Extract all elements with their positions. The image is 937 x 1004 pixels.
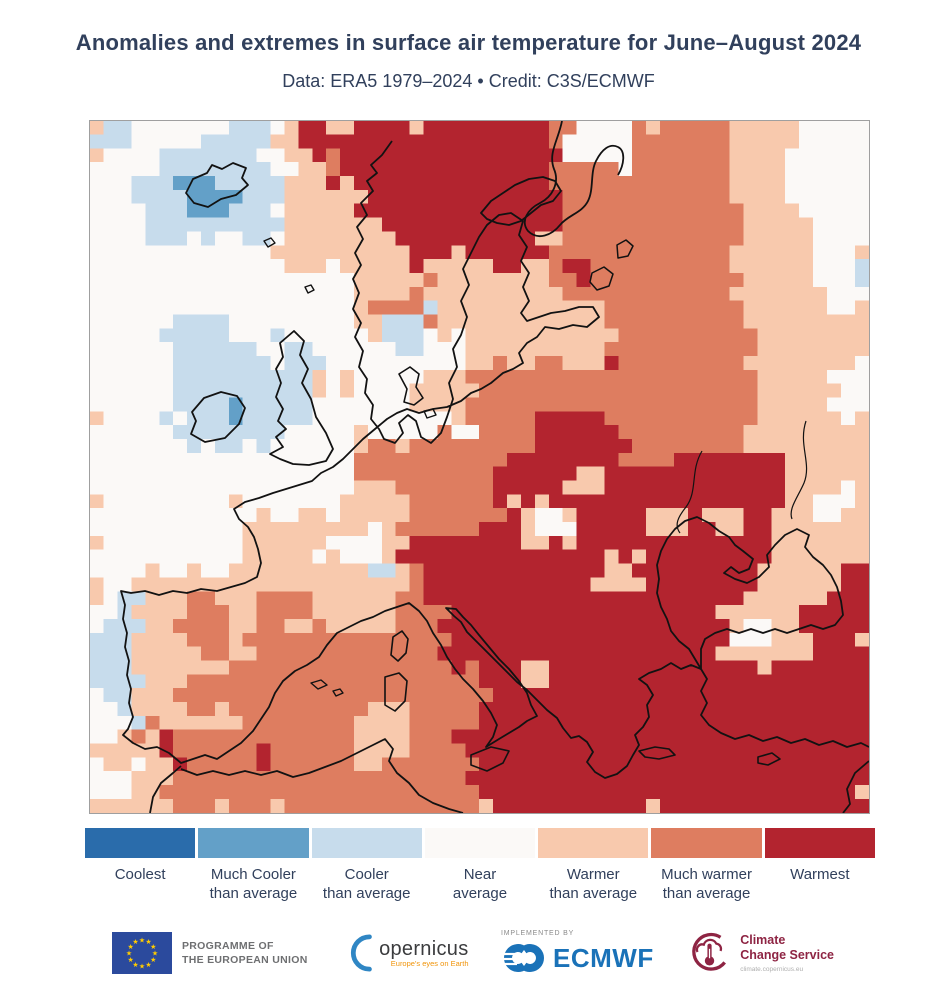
- copernicus-arc-icon: [340, 930, 378, 976]
- legend-label-2: Cooler than average: [322, 866, 411, 902]
- copernicus-logo: [340, 930, 468, 976]
- legend-swatches: [85, 828, 875, 858]
- c3s-logo: [686, 930, 834, 976]
- copernicus-name: opernicus: [379, 938, 469, 960]
- svg-text:★: ★: [145, 939, 152, 947]
- ecmwf-name: ECMWF: [553, 942, 654, 973]
- c3s-name-line1: Climate: [740, 933, 786, 947]
- legend-labels: [85, 865, 875, 903]
- ecmwf-glyph-icon: [501, 940, 547, 976]
- svg-text:★: ★: [127, 957, 134, 964]
- c3s-url: climate.copernicus.eu: [740, 966, 804, 973]
- legend-swatch-1: [198, 828, 308, 858]
- eu-programme-logo: [112, 932, 308, 974]
- svg-text:★: ★: [132, 939, 139, 947]
- svg-text:★: ★: [125, 950, 133, 958]
- ecmwf-logo: [501, 930, 654, 976]
- legend-label-1: Much Cooler than average: [209, 866, 298, 902]
- legend-label-0: Coolest: [114, 866, 166, 883]
- eu-flag-icon: [112, 932, 172, 974]
- legend-swatch-4: [538, 828, 648, 858]
- svg-text:★: ★: [132, 961, 139, 969]
- svg-text:★: ★: [127, 944, 134, 951]
- c3s-name-line2: Change Service: [740, 948, 834, 962]
- anomaly-map: [89, 120, 870, 814]
- svg-text:★: ★: [151, 950, 159, 958]
- copernicus-tagline: Europe's eyes on Earth: [390, 959, 469, 968]
- footer-logos: [112, 930, 834, 976]
- legend-label-5: Much warmer than average: [661, 866, 752, 902]
- legend-swatch-5: [651, 828, 761, 858]
- legend-swatch-0: [85, 828, 195, 858]
- legend-swatch-2: [312, 828, 422, 858]
- legend-label-6: Warmest: [790, 866, 850, 883]
- legend-swatch-3: [425, 828, 535, 858]
- c3s-cloud-thermometer-icon: [686, 930, 732, 976]
- legend-label-4: Warmer than average: [549, 866, 638, 902]
- page-title: Anomalies and extremes in surface air temperature for June–August 2024: [75, 30, 862, 55]
- anomaly-map-canvas: [90, 121, 869, 813]
- legend-swatch-6: [765, 828, 875, 858]
- legend: [85, 828, 875, 903]
- svg-text:★: ★: [138, 937, 146, 945]
- legend-label-3: Near average: [452, 866, 508, 902]
- svg-text:★: ★: [150, 944, 157, 951]
- implemented-by-label: IMPLEMENTED BY: [501, 930, 575, 937]
- eu-programme-label: PROGRAMME OF THE EUROPEAN UNION: [182, 940, 308, 966]
- svg-text:★: ★: [145, 961, 152, 969]
- svg-text:★: ★: [150, 957, 157, 964]
- page-subtitle: Data: ERA5 1979–2024 • Credit: C3S/ECMWF: [282, 71, 655, 91]
- svg-text:★: ★: [138, 963, 146, 971]
